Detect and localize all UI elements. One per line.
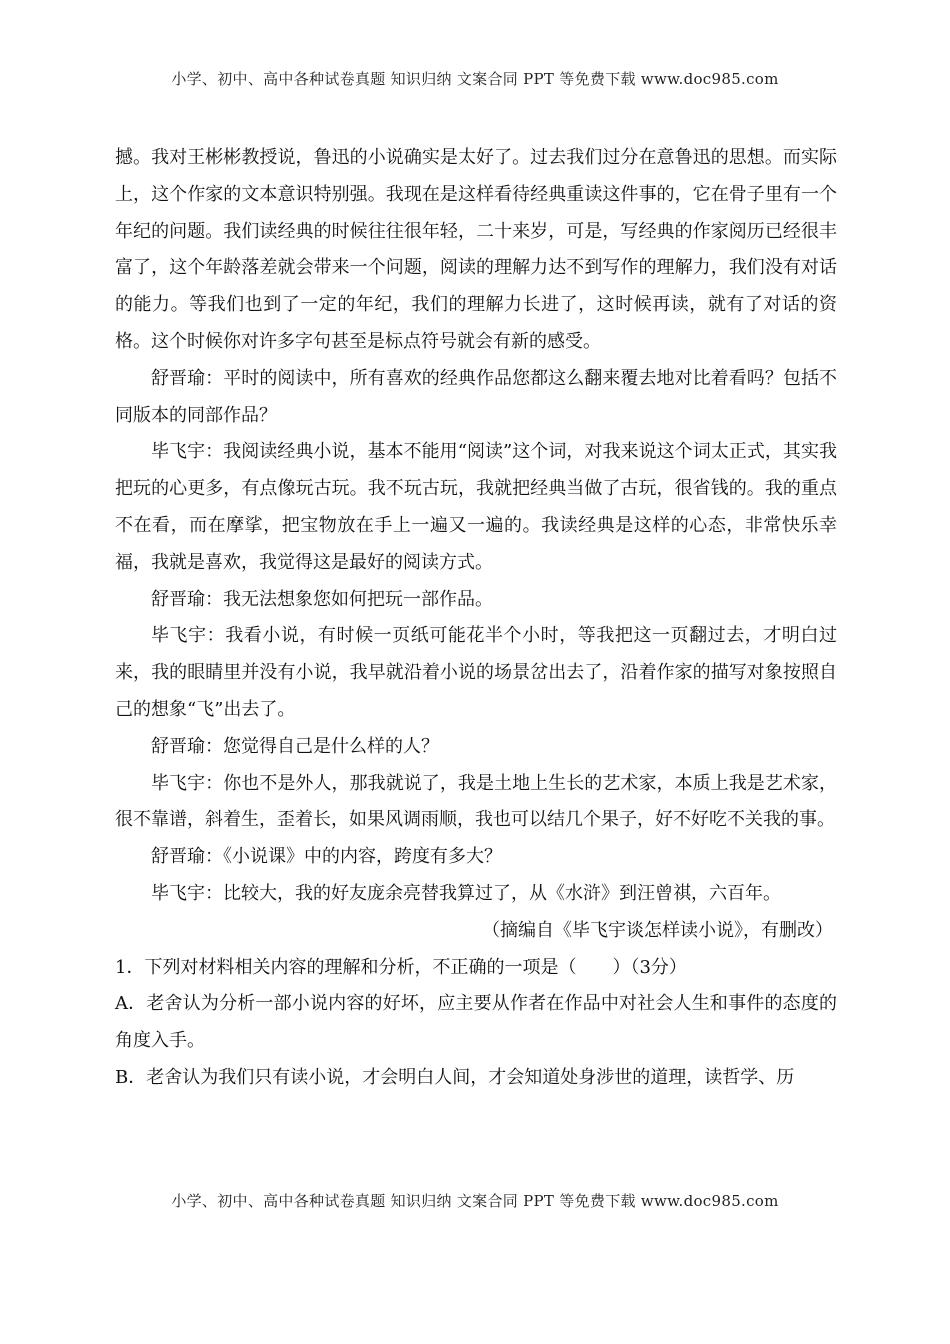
paragraph-continuation: 撼。我对王彬彬教授说，鲁迅的小说确实是太好了。过去我们过分在意鲁迅的思想。而实际上，这个作家的文本意识特别强。我现在是这样看待经典重读这件事的，它在骨子里有一个年纪的问题。我们读经典的时候往往很年轻，二十来岁，可是，写经典的作家阅历已经很丰富了，这个年龄落差就会带来一个问题，阅读的理解力达不到写作的理解力，我们没有对话的能力。等我们也到了一定的年纪，我们的理解力长进了，这时候再读，就有了对话的资格。这个时候你对许多字句甚至是标点符号就会有新的感受。 bbox=[115, 147, 837, 352]
question-option-a: A．老舍认为分析一部小说内容的好坏，应主要从作者在作品中对社会人生和事件的态度的角度入手。 bbox=[115, 993, 837, 1052]
paragraph-interview-q2: 舒晋瑜：我无法想象您如何把玩一部作品。 bbox=[151, 588, 493, 610]
page-footer: 小学、初中、高中各种试卷真题 知识归纳 文案合同 PPT 等免费下载 www.doc985.com bbox=[171, 1192, 779, 1210]
source-citation: （摘编自《毕飞宇谈怎样读小说》，有删改） bbox=[482, 919, 833, 941]
paragraph-interview-a2: 毕飞宇：我看小说，有时候一页纸可能花半个小时，等我把这一页翻过去，才明白过来，我的眼睛里并没有小说，我早就沿着小说的场景岔出去了，沿着作家的描写对象按照自己的想象“飞”出去了。 bbox=[115, 625, 837, 720]
paragraph-interview-a1: 毕飞宇：我阅读经典小说，基本不能用“阅读”这个词，对我来说这个词太正式，其实我把玩的心更多，有点像玩古玩。我不玩古玩，我就把经典当做了古玩，很省钱的。我的重点不在看，而在摩挲，把宝物放在手上一遍又一遍的。我读经典是这样的心态，非常快乐幸福，我就是喜欢，我觉得这是最好的阅读方式。 bbox=[115, 441, 837, 573]
paragraph-interview-a3: 毕飞宇：你也不是外人，那我就说了，我是土地上生长的艺术家，本质上我是艺术家，很不靠谱，斜着生，歪着长，如果风调雨顺，我也可以结几个果子，好不好吃不关我的事。 bbox=[115, 772, 837, 831]
paragraph-interview-q3: 舒晋瑜：您觉得自己是什么样的人？ bbox=[151, 735, 439, 757]
paragraph-interview-q4: 舒晋瑜：《小说课》中的内容，跨度有多大？ bbox=[151, 846, 502, 868]
question-option-b: B．老舍认为我们只有读小说，才会明白人间，才会知道处身涉世的道理，读哲学、历 bbox=[115, 1066, 795, 1088]
document-body bbox=[115, 140, 837, 1097]
question-stem: 1．下列对材料相关内容的理解和分析，不正确的一项是（ ）（3分） bbox=[115, 956, 687, 978]
paragraph-interview-q1: 舒晋瑜：平时的阅读中，所有喜欢的经典作品您都这么翻来覆去地对比着看吗？包括不同版本的同部作品？ bbox=[115, 367, 837, 426]
paragraph-interview-a4: 毕飞宇：比较大，我的好友庞余亮替我算过了，从《水浒》到汪曾祺，六百年。 bbox=[151, 882, 781, 904]
page-header: 小学、初中、高中各种试卷真题 知识归纳 文案合同 PPT 等免费下载 www.doc985.com bbox=[171, 70, 779, 88]
